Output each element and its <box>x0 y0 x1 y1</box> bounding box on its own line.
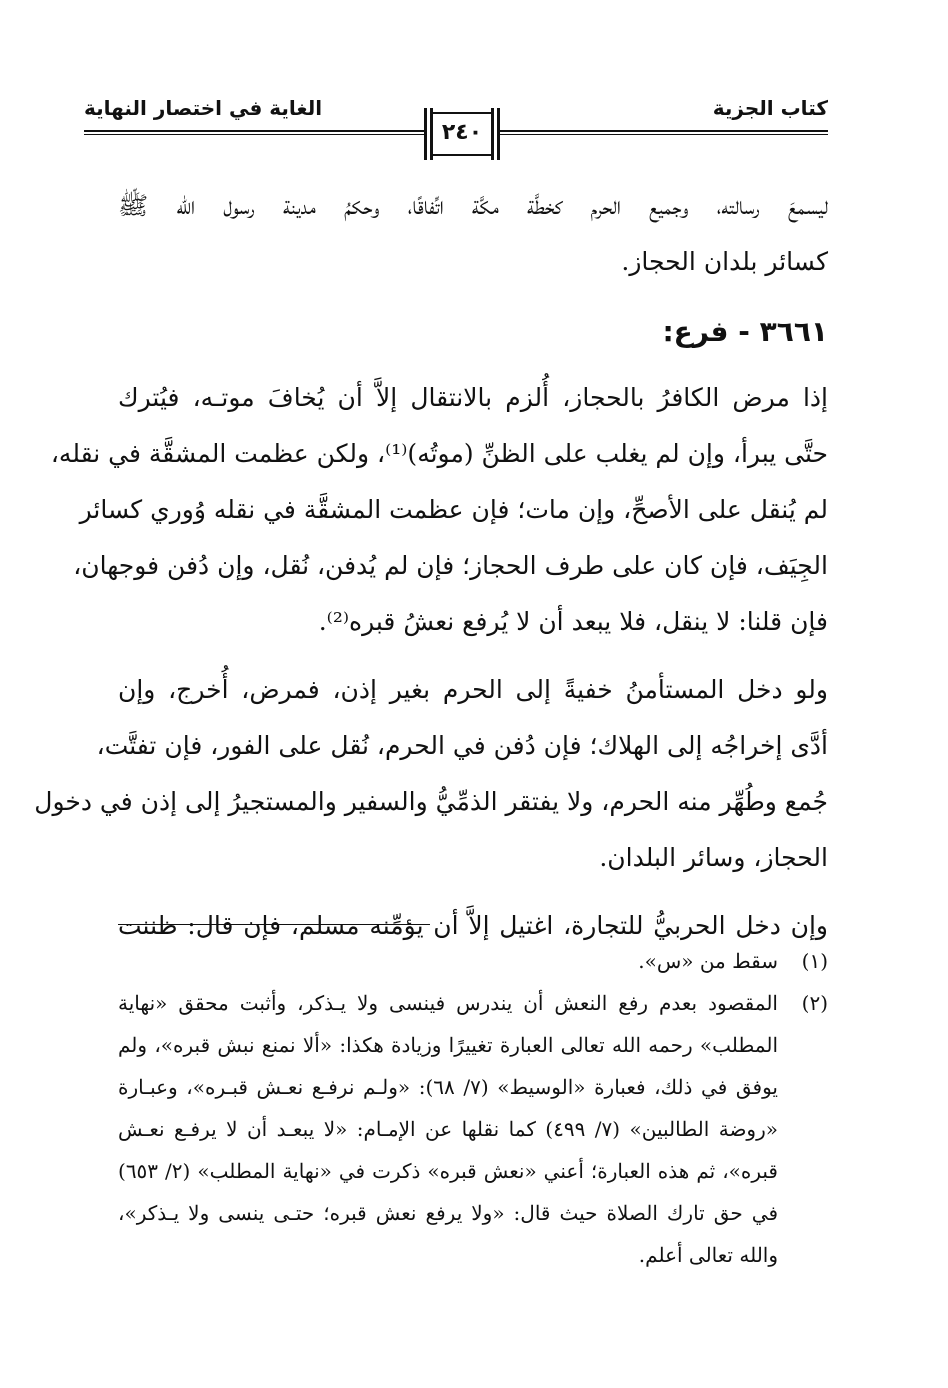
text-line: لم يُنقل على الأصحِّ، وإن مات؛ فإن عظمت المشقَّة في نقله وُوري كسائر <box>79 495 828 524</box>
footnotes <box>118 940 828 1276</box>
page-number-frame <box>424 108 500 160</box>
footnote-line: والله تعالى أعلم. <box>638 1243 778 1267</box>
book-title: الغاية في اختصار النهاية <box>84 96 323 120</box>
text-line: جُمع وطُهِّر منه الحرم، ولا يفتقر الذمِّيُّ والسفير والمستجيرُ إلى إذن في دخول <box>34 787 828 816</box>
running-header <box>84 96 828 166</box>
text-line: ليسمعَ رسالته، وجميع الحرم كخطَّة مكَّة اتِّفاقًا، وحكمُ مدينة رسول الله ﷺ <box>118 191 828 220</box>
footnote-line: المطلب» رحمه الله تعالى العبارة تغييرًا وزيادة هكذا: «ألا نمنع نبش قبره»، ولم <box>118 1033 778 1057</box>
page-number: ٢٤٠ <box>441 120 483 145</box>
text-line: أدَّى إخراجُه إلى الهلاك؛ فإن دُفن في الحرم، نُقل على الفور، فإن تفتَّت، <box>96 731 828 760</box>
text-line: الحجاز، وسائر البلدان. <box>599 843 828 872</box>
chapter-title: كتاب الجزية <box>712 96 828 120</box>
footnote-2 <box>118 982 828 1276</box>
text-line: كسائر بلدان الحجاز. <box>621 247 828 276</box>
footnote-separator <box>118 924 430 925</box>
footnote-number: (١) <box>801 949 828 973</box>
text-line: إذا مرض الكافرُ بالحجاز، أُلزم بالانتقال إلاَّ أن يُخافَ موتـه، فيُترك <box>118 383 828 412</box>
footnote-line: سقط من «س». <box>638 949 778 973</box>
text-line: فإن قلنا: لا ينقل، فلا يبعد أن لا يُرفع نعشُ قبره⁽²⁾. <box>318 607 828 636</box>
text-line: وإن دخل الحربيُّ للتجارة، اغتيل إلاَّ أن يؤمِّنه مسلم، فإن قال: ظننت <box>118 911 828 940</box>
branch-heading: ٣٦٦١ - فرع: <box>662 315 828 348</box>
footnote-line: المقصود بعدم رفع النعش أن يندرس فينسى ولا يـذكر، وأثبت محقق «نهاية <box>118 991 778 1015</box>
main-text <box>34 178 828 954</box>
footnote-number: (٢) <box>801 991 828 1015</box>
text-line: الجِيَف، فإن كان على طرف الحجاز؛ فإن لم يُدفن، نُقل، وإن دُفن فوجهان، <box>73 551 828 580</box>
footnote-line: يوفق في ذلك، فعبارة «الوسيط» (٧/ ٦٨): «ولـم نرفـع نعـش قبـره»، وعبـارة <box>118 1075 779 1099</box>
footnote-line: «روضة الطالبين» (٧/ ٤٩٩) كما نقلها عن الإمـام: «لا يبعـد أن لا يرفـع نعـش <box>118 1117 778 1141</box>
footnote-line: في حق تارك الصلاة حيث قال: «ولا يرفع نعش قبره؛ حتـى ينسى ولا يـذكر»، <box>118 1201 778 1225</box>
text-line: حتَّى يبرأ، وإن لم يغلب على الظنِّ (موتُه)⁽¹⁾، ولكن عظمت المشقَّة في نقله، <box>50 439 828 468</box>
text-line: ولو دخل المستأمنُ خفيةً إلى الحرم بغير إذن، فمرض، أُخرج، وإن <box>118 675 828 704</box>
footnote-1 <box>118 940 828 982</box>
footnote-line: قبره»، ثم هذه العبارة؛ أعني «نعش قبره» ذكرت في «نهاية المطلب» (٢/ ٦٥٣) <box>118 1159 778 1183</box>
